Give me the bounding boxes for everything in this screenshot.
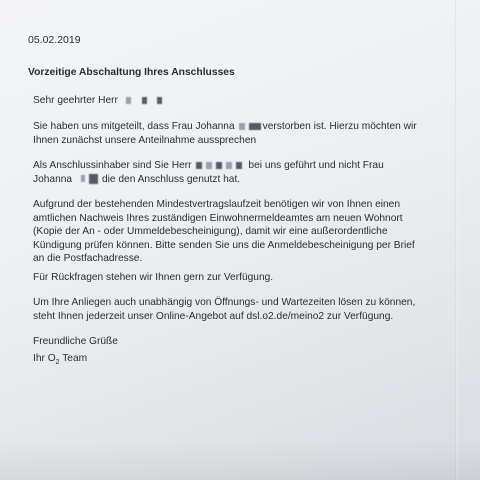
paragraph-1-line-1 <box>33 120 417 134</box>
letter-date: 05.02.2019 <box>28 34 81 46</box>
paragraph-text: bei uns geführt und nicht Frau <box>248 160 384 171</box>
redaction-mark <box>89 174 98 184</box>
paragraph-text: Als Anschlussinhaber sind Sie Herr <box>33 160 192 171</box>
paragraph-3-line: Aufgrund der bestehenden Mindestvertragslaufzeit benötigen wir von Ihnen einen <box>33 199 400 210</box>
redaction-mark <box>157 97 162 104</box>
redaction-mark <box>239 123 245 130</box>
paragraph-5-line: Um Ihre Anliegen auch unabhängig von Öffnungs- und Wartezeiten lösen zu können, <box>33 297 416 308</box>
salutation <box>33 94 164 108</box>
redaction-mark <box>126 97 131 104</box>
signature-text: Ihr O <box>33 353 56 364</box>
redaction-mark <box>196 162 202 169</box>
paragraph-5-line: steht Ihnen jederzeit unser Online-Angebot auf dsl.o2.de/meino2 zur Verfügung. <box>33 310 394 322</box>
paragraph-1 <box>33 120 417 147</box>
paragraph-3-line: amtlichen Nachweis Ihres zuständigen Einwohnermeldeamtes am neuen Wohnort <box>33 212 403 224</box>
letter-subject: Vorzeitige Abschaltung Ihres Anschlusses <box>28 67 235 78</box>
redaction-mark <box>226 162 232 169</box>
paragraph-3 <box>33 198 415 266</box>
redaction-mark <box>249 123 261 130</box>
paragraph-2-line-1 <box>33 159 384 173</box>
redaction-mark <box>142 97 147 104</box>
salutation-text: Sehr geehrter Herr <box>33 95 118 106</box>
redaction-mark <box>81 175 85 182</box>
paragraph-text: Sie haben uns mitgeteilt, dass Frau Johanna <box>33 121 235 132</box>
paragraph-text: Johanna <box>33 173 73 185</box>
signature-subscript: 2 <box>55 359 60 367</box>
paragraph-text: verstorben ist. Hierzu möchten wir <box>262 121 417 132</box>
paragraph-3-line: (Kopie der An - oder Ummeldebescheinigung), damit wir eine außerordentliche <box>33 226 388 237</box>
redaction-mark <box>236 162 242 169</box>
paragraph-2-line-2 <box>33 173 384 187</box>
paragraph-5 <box>33 296 415 323</box>
redaction-mark <box>206 162 212 169</box>
paragraph-4: Für Rückfragen stehen wir Ihnen gern zur Verfügung. <box>33 272 274 283</box>
closing: Freundliche Grüße <box>33 336 118 347</box>
paragraph-3-line: Kündigung prüfen können. Bitte senden Sie uns die Anmeldebescheinigung per Brief <box>33 239 415 251</box>
paragraph-3-line: an die Postfachadresse. <box>33 253 143 264</box>
paragraph-1-line-2: Ihnen zunächst unsere Anteilnahme aussprechen <box>33 134 257 146</box>
paragraph-2 <box>33 159 384 186</box>
signature <box>33 352 87 370</box>
paragraph-text: die den Anschluss genutzt hat. <box>101 173 241 185</box>
redaction-mark <box>216 162 222 169</box>
signature-text: Team <box>59 353 88 364</box>
